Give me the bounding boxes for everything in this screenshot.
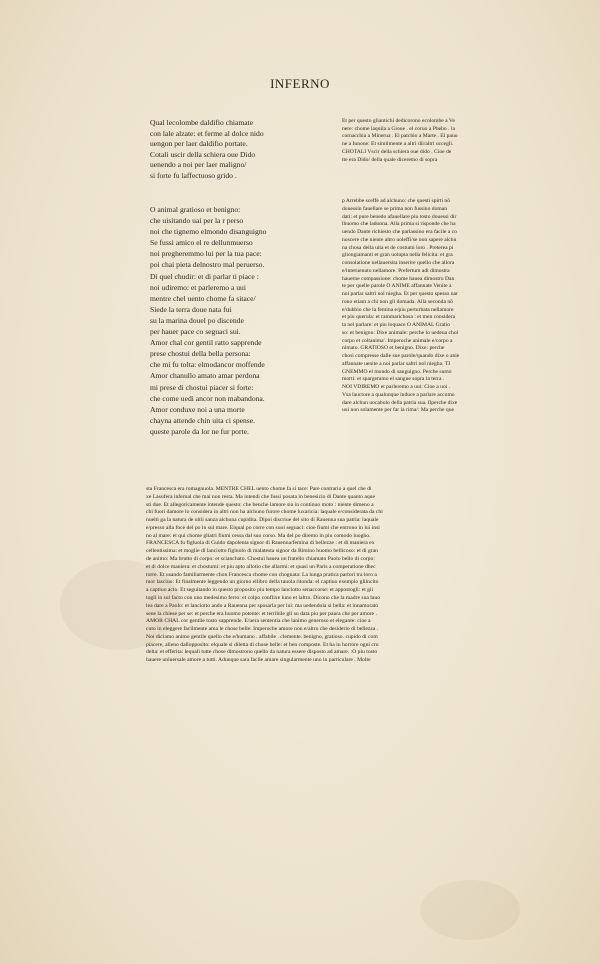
- text-line: uenendo a noi per laer maligno/: [150, 160, 247, 170]
- text-line: si forte fu laffectuoso grido .: [150, 170, 237, 180]
- text-line: dare alchun uocabolo della patria sua. Ilperche dixe: [342, 399, 458, 406]
- text-line: NOI VDIREMO et parleremo a uui: Cioe a uoi .: [342, 384, 451, 390]
- text-line: nere: chome laquila a Gioue . el coruo a Phebo . la: [342, 125, 455, 132]
- text-line: lhuomo che ladonna. Alla prima si risponde che ha: [342, 221, 456, 228]
- text-line: noi pregheremmo lui per la tua pace:: [150, 249, 262, 259]
- text-line: sene la chiese per se: et perche era huomo potente: et terribile gli su data piu per paura che per amore .: [146, 610, 377, 617]
- text-line: Noi diciamo animo gentile quello che e/humano . affabile . clemente. benigno, gratioso. cupido di com: [146, 633, 378, 640]
- commentary-block-bottom: [146, 486, 560, 665]
- text-line: per hauer pace co seguaci sui.: [150, 327, 241, 337]
- page-stain: [420, 880, 520, 940]
- text-line: Amor conduxe noi a una morte: [150, 404, 245, 414]
- text-line: AMOR CHAL cor gentile tosto sapprende. E/uera sententia che lanimo generoso et elegante: cioe a: [146, 618, 371, 625]
- text-line: chi fuori damore lo considera in altri non ha alchuno furore chome luxaricia: laquale e/considerata da chi: [146, 509, 383, 516]
- text-line: ta nel parlare: et piu loquace O ANIMAL Gratio: [342, 322, 450, 328]
- text-line: lea dare a Paolo: et lanciotto ando a Rauenna per sposarla per lui: ma uedendola si bella: et innamorato: [146, 602, 379, 609]
- text-line: che come uedi ancor non mabandona.: [150, 393, 265, 403]
- text-line: morti: et spargemmo el sangue sopra la terra .: [342, 376, 445, 383]
- text-line: torre. Et usando familiarmente chon Francesca chome con chognata: La lunga pratica partori tra loro a: [146, 571, 377, 578]
- text-line: che uisitando uai per la r perso: [150, 216, 244, 226]
- text-line: noi parlar saltri nol niegha. Et per questo spesso nar: [342, 291, 458, 297]
- text-line: et di dolce maniera: et chostumi: et piu apto allotio che allarmi: et quasi un Paris a comperatione dhec: [146, 563, 376, 570]
- text-line: GNEMMO el mondo di sanguigno. Perche sumo: [342, 368, 452, 375]
- verse-block-main: [150, 204, 340, 437]
- text-line: mor lasciuo: Et finalmente leggendo un giorno ellibro della tauola ritonda: el captiuo exemplo gliincito: [146, 579, 379, 586]
- text-line: de animo: Ma brutto di corpo: et scianchato. Chostui hauea un fratello chiamato Paolo bello di corpo:: [146, 556, 375, 563]
- text-line: et piu querula: et rammarichosa : et men considera: [342, 314, 456, 321]
- text-line: dati: et pure benedo afauellare piu tosto douessi dir: [342, 213, 457, 220]
- text-line: consolatione nellauersita inserire quello che allora: [342, 260, 455, 266]
- text-line: so: et benigno: Dixe animale: perche lo uedeua chol: [342, 329, 459, 336]
- text-line: uendo Dante richiesto che parlassino era facile a co: [342, 229, 457, 235]
- text-line: corpo et coltanima'. Imperoche animale e/corpo a: [342, 337, 453, 344]
- text-line: piacere, alieno dallopposito: elquale si diletta di chose belle: et ben composte. Et ha in horrore ogni cru: [146, 641, 379, 648]
- verse-block-top: [150, 118, 340, 182]
- text-line: te per quelle parole O ANIME affannate Venite a: [342, 283, 452, 290]
- text-line: Siede la terra doue nata fui: [150, 304, 232, 314]
- text-line: chayna attende chin uita ci spense.: [150, 415, 256, 425]
- text-line: uengon per laer daldifio portate.: [150, 139, 248, 149]
- text-line: delta: et efferita: lequali tutte chose dimostrono quello da natura essere disposto ad amare. :O piu tosto: [146, 649, 378, 656]
- text-line: cornacchia a Minerua . El patchio a Marte . El pauo: [342, 133, 458, 140]
- text-line: xe Lasufera infernal che mai non resta. Ma intendi che fussi posata in benesicio di Dante quanto aque: [146, 493, 375, 500]
- text-line: p Arrebbe sceffe ad alchuno: che questi spirti nõ: [342, 198, 451, 204]
- text-line: a captiuo acto. Et seguitando in questo proposito piu tempo lanciotto senaccorse: et appostogli: et gii: [146, 587, 374, 594]
- text-line: mentre chel uento chome fa sitace/: [150, 293, 256, 303]
- text-line: FRANCESCA fu figluola di Guido dapolenta signor di Rauenna/femina di bellezze : et di maniera ex: [146, 540, 375, 547]
- text-line: O animal gratioso et benigno:: [150, 205, 241, 214]
- text-line: Amor chal cor gentil ratto sapprende: [150, 338, 262, 348]
- text-line: CHOTALI Vscir della schiera oue dido . Cioe de: [342, 148, 452, 155]
- text-line: Cotali uscir della schiera oue Dido: [150, 149, 256, 159]
- text-line: douessin fauellare se prima non fussino doman: [342, 205, 448, 212]
- text-line: rono etiam a chi non gli domada. Alla seconda nõ: [342, 298, 453, 305]
- text-line: su la marina douel po discende: [150, 315, 244, 325]
- text-line: mi prese di chostui piacer si forte:: [150, 382, 254, 392]
- text-line: affannate uenite a noi parlar saltri nol niegha. TI: [342, 360, 451, 367]
- text-line: tte era Dido/ della quale diceremo di sopra: [342, 156, 438, 163]
- text-line: Se fussi amico el re dellunmuerso: [150, 238, 253, 248]
- text-line: Et per questo gliantichi dedicorono ecolombe a Ve: [342, 118, 455, 124]
- text-line: e/interuenuto nellamore. Prefertum adi dimostra: [342, 267, 450, 274]
- commentary-block-top: [342, 118, 558, 164]
- text-line: sta Francesca era romagnuola. MENTRE CHEL uento chome fa si tace: Pare contrario a quel che di: [146, 486, 372, 492]
- text-line: e/dubbio che la femina e/piu perturbata nellamore: [342, 306, 454, 313]
- text-line: che mi fu tolta: elmodancor moffende: [150, 360, 265, 370]
- text-line: uui non solamente per far la rima/: Ma perche que: [342, 407, 454, 414]
- text-line: e/presso alla foce del po in sul mare. Elqual po corre con suoi seguaci: cioe fiumi che entrono in lui insi: [146, 524, 380, 531]
- text-line: Vsa lauctore a qualunque induce a parlare accomo: [342, 391, 455, 398]
- text-line: con lale alzate: et ferme al dolce nido: [150, 128, 264, 138]
- text-line: Amor chanullo amato amar perdona: [150, 371, 260, 381]
- page-title: INFERNO: [270, 76, 330, 91]
- text-line: noi udiremo: et parleremo a uui: [150, 282, 246, 292]
- text-line: togli in sul facto con uno medesimo ferro: et colpo conflixe luno et laltro. Dicono che la madre sua lauo: [146, 594, 381, 601]
- text-line: queste parole da lor ne fur porte.: [150, 426, 249, 436]
- text-line: ne a Iunone: Et similmente a altri dii/altri uccegli.: [342, 141, 454, 148]
- text-line: hauerne compassione: chome hauea dimostro Dan: [342, 275, 455, 282]
- text-line: Qual lecolombe daldifio chiamate: [150, 118, 254, 127]
- text-line: cuto in eleggere facilmente ama le chose belle: Imperoche amore non e/altro che desiderio di bellezza .: [146, 626, 379, 633]
- text-line: nuelti ga la natura de uitii sanza alchuna cupidita. Dipoi discriue del sito di Rauenna sua patria: laquale: [146, 517, 379, 524]
- text-line: sti due. Et allegoricamente intende questo: che benche lamore sia in continuo moto : niente dimeno a: [146, 501, 374, 508]
- text-line: no al mare: et qui chome gliatri fiumi cessa dal suo corso. Ma del po diremo in piu comodo luogho.: [146, 532, 371, 539]
- text-line: noi che tignemo elmondo disanguigno: [150, 227, 267, 237]
- text-line: gliongiamanti et gran uolupta nella felicita: et gra: [342, 252, 453, 259]
- text-line: poi chai pieta delnostro mal peruerso.: [150, 260, 265, 270]
- text-line: cellentissima: et moglie di lanciotto figluolo di malatesta signor da Rimino huomo bellicoso: et di gran: [146, 548, 379, 555]
- text-line: noscere che niente altro uoleffi/se non sapere alchu: [342, 236, 457, 243]
- text-line: Di quel chudir: et di parlar ti piace :: [150, 271, 259, 281]
- text-line: nimato. GRATIOSO et benigno. Dixe: perche: [342, 345, 445, 352]
- text-line: na chosa della uita et de costumi loro . Preterea pi: [342, 244, 454, 251]
- text-line: prese chostui della bella persona:: [150, 349, 251, 359]
- commentary-block-middle: [342, 198, 558, 415]
- text-line: hauere uniuersale amore a tutti. Adunque sara facile amare singularmente uno in particulare . Molte: [146, 657, 371, 664]
- text-line: chosi compresse dalle sue parole/quando dixe o anie: [342, 353, 460, 359]
